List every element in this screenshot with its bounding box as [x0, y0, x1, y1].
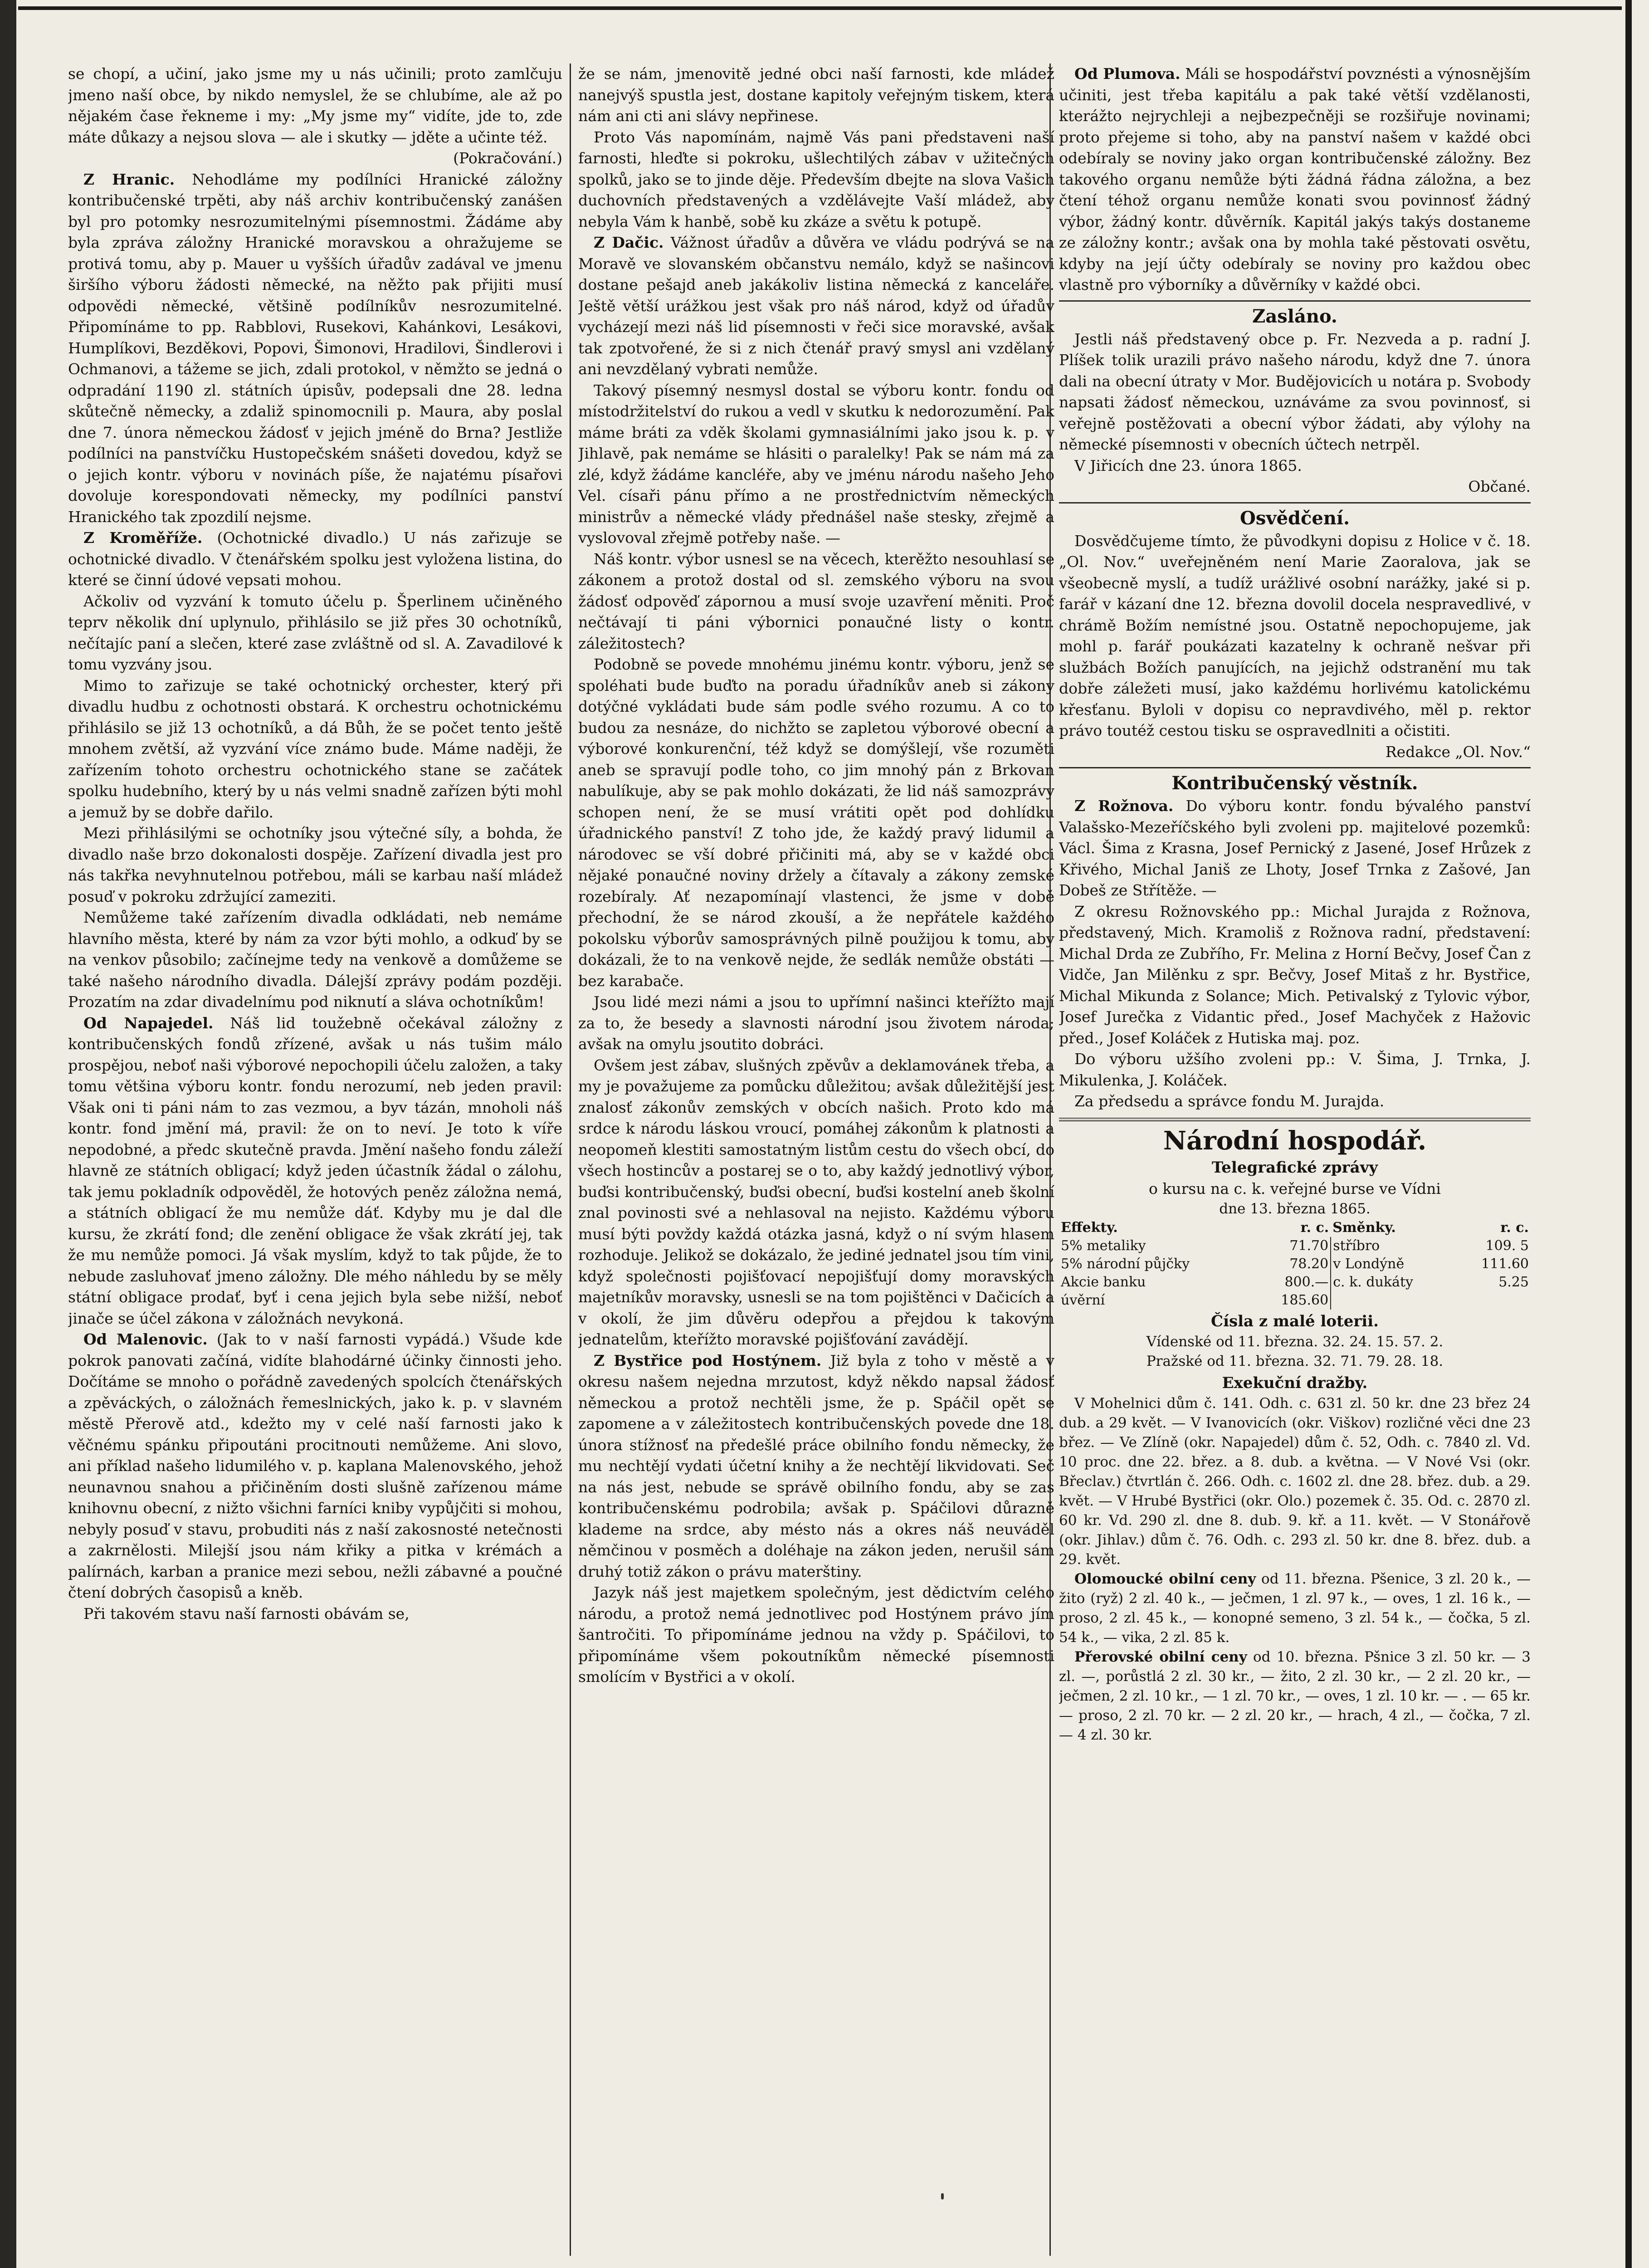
article-lead: Od Malenovic. — [83, 1330, 208, 1348]
grain-prices-olomouc — [1059, 1569, 1531, 1647]
print-mark — [941, 2193, 944, 2200]
section-title-osvedceni: Osvědčení. — [1239, 507, 1350, 529]
article-kromeriz — [68, 528, 562, 591]
smenka-name: v Londýně — [1331, 1255, 1455, 1273]
article-continuation: se chopí, a učiní, jako jsme my u nás učinili; proto zamlčuju jmeno naší obce, by nikdo nemyslel, že se chlubíme, ale až po nějakém čase řekneme i my: „My jsme my“ vidíte, jde to, zde máte důkazy a nejsou slova — ale i skutky — jděte a učinte též. (Pokračování.) — [68, 64, 562, 148]
lottery-prague: Pražské od 11. března. 32. 71. 79. 28. 18. — [1146, 1353, 1444, 1369]
smenka-value: 109. 5 — [1485, 1238, 1529, 1254]
paragraph: Do výboru užšího zvoleni pp.: V. Šima, J. Trnka, J. Mikulenka, J. Koláček. — [1059, 1050, 1531, 1089]
article-lead: Z Dačic. — [594, 234, 664, 251]
article-text: (Jak to v naší farnosti vypádá.) Všude kde pokrok panovati začíná, vidíte blahodárné účinky činnosti jeho. Dočítáme se mnoho o pořádně zavedených spolcích čtenářských a zpěváckých, o záložnách řemeslnických, jako k. p. v slavném městě Přerově atd., kdežto my v celé naší farnosti jako k věčnému spánku připoutáni procitnouti nemůžeme. Ani slovo, ani příklad našeho lidumilého v. p. kaplana Malenovského, jehož neunavnou snahou a přičiněním dosti slušně zařízenou máme knihovnu obecní, z nižto všichni farníci kniby vypůjčiti si mohou, nebyly posuď v stavu, probuditi nás z naší zakosnosté netečnosti a zakrnělosti. Milejší jsou nám křiky a pitka v krémách a palírnách, karban a pranice mezi sebou, nežli zábavné a poučné čtení dobrých časopisů a kněb. — [68, 1330, 562, 1601]
article-lead: Od Napajedel. — [83, 1014, 214, 1032]
article-lead: Olomoucké obilní ceny — [1074, 1571, 1256, 1587]
article-text: Do výboru kontr. fondu bývalého panství Valašsko-Mezeříčského byli zvoleni pp. majitelové pozemků: Václ. Šima z Krasna, Josef Pernický z Jasené, Josef Hrůzek z Křivého, Michal Janiš ze Lhoty, Josef Trnka z Zašové, Jan Dobeš ze Střítěže. — — [1059, 797, 1531, 899]
article-text: Máli se hospodářství povznésti a výnosnějším učiniti, jest třeba kapitálu a pak také větší vzdělanosti, kterážto nejrychleji a nejbezpečněji se rozšiřuje novinami; proto přejeme si toho, aby na panství našem v každé obci odebíraly se noviny jako organ kontribučenské záložny. Bez takového organu nemůže býti žádná řádna záložna, a bez čtení téhož organu nemůže konati svou povinnosť žádný výbor, žádný kontr. důvěrník. Kapitál jakýs takýs dostaneme ze záložny kontr.; avšak ona by mohla také pěstovati osvětu, kdyby na její účty odebíraly se noviny pro každou obec vlastně pro výborníky a důvěrníky v každé obci. — [1059, 65, 1531, 293]
effekty-header: Effekty. — [1061, 1220, 1118, 1236]
paragraph: Náš kontr. výbor usnesl se na věcech, kterěžto nesouhlasí se zákonem a protož dostal od sl. zemského výboru na svou žádosť odpověď zápornou a musí svoje uzavření měniti. Proč nečtávají ti páni výbornici ponaučné listy o kontr. záležitostech? — [578, 550, 1054, 652]
article-malenovice — [68, 1329, 562, 1603]
effekt-name: 5% národní půjčky — [1061, 1256, 1190, 1272]
article-roznov — [1059, 796, 1531, 901]
smenka-name: stříbro — [1331, 1237, 1455, 1255]
continued-note: (Pokračování.) — [453, 149, 562, 167]
effekty-unit: r. c. — [1300, 1220, 1329, 1236]
effekt-value: 800.— — [1284, 1274, 1329, 1290]
article-lead: Z Rožnova. — [1074, 797, 1174, 815]
article-napajedla — [68, 1013, 562, 1330]
smenky-unit: r. c. — [1500, 1220, 1529, 1236]
auctions-text: V Mohelnici dům č. 141. Odh. c. 631 zl. 50 kr. dne 23 břez 24 dub. a 29 květ. — V Ivanovicích (okr. Viškov) rozličné věci dne 23 břez. — Ve Zlíně (okr. Napajedel) dům č. 52, Odh. c. 7840 zl. Vd. 10 proc. dne 22. břez. a 8. dub. a května. — V Nové Vsi (okr. Břeclav.) čtvrtlán č. 266. Odh. c. 1602 zl. dne 28. břez. dub. a 29. květ. — V Hrubé Bystřici (okr. Olo.) pozemek č. 35. Od. c. 2870 zl. 60 kr. Vd. 290 zl. dne 8. dub. 9. kř. a 11. květ. — V Stonářově (okr. Jihlav.) dům č. 76. Odh. c. 293 zl. 50 kr. dne 8. břez. dub. a 29. květ. — [1059, 1395, 1531, 1568]
paragraph: Ačkoliv od vyzvání k tomuto účelu p. Šperlinem učiněného teprv několik dní uplynulo, přihlásilo se již přes 30 ochotníků, nečítajíc paní a slečen, které zase zvláštně od sl. A. Zavadilové k tomu vyzvány jsou. — [68, 592, 562, 673]
article-text: od 11. března. Pšenice, 3 zl. 20 k., — žito (ryž) 2 zl. 40 k., — ječmen, 1 zl. 97 k., — oves, 1 zl. 16 k., — proso, 2 zl. 45 k., — konopné semeno, 3 zl. 54 k., — čočka, 5 zl. 54 k., — vika, 2 zl. 85 k. — [1059, 1571, 1531, 1646]
column-3 — [1059, 64, 1531, 2256]
paragraph: Takový písemný nesmysl dostal se výboru kontr. fondu od místodržitelství do rukou a vedl v skutku k nedorozumění. Pak máme bráti za vděk školami gymnasiálními jako jsou k. p. v Jihlavě, pak nemáme se hlásiti o paralelky! Pak se nám má za zlé, když žádáme kancléře, aby ve jménu národu našeho Jeho Vel. císaři pánu přímo a ne prostřednictvím německých ministrův a německé vlády přednášel naše stesky, zřejmě a vyslovoval zřejmě potřeby naše. — — [578, 381, 1054, 547]
section-title-narodni-hospodar: Národní hospodář. — [1163, 1125, 1427, 1156]
column-1 — [68, 64, 562, 2256]
article-lead: Z Bystřice pod Hostýnem. — [594, 1351, 822, 1369]
article-lead: Z Kroměříže. — [83, 529, 203, 547]
section-divider — [1059, 767, 1531, 768]
signature: Redakce „Ol. Nov.“ — [1385, 743, 1531, 761]
exchange-subtitle: o kursu na c. k. veřejné burse ve Vídni — [1149, 1179, 1441, 1198]
smenka-value: 5.25 — [1498, 1274, 1529, 1290]
article-dacice — [578, 232, 1054, 380]
article-text: (Ochotnické divadlo.) U nás zařizuje se ochotnické divadlo. V čtenářském spolku jest vyložena listina, do které se činní údové vepsati mohou. — [68, 529, 562, 589]
smenky-header: Směnky. — [1332, 1220, 1396, 1236]
paragraph: Jestli náš představený obce p. Fr. Nezveda a p. radní J. Plíšek tolik urazili právo našeho národu, když dne 7. února dali na obecní útraty v Mor. Budějovicích u notára p. Svobody napsati žádosť německou, uznáváme za svou povinnosť, si veřejně postěžovati a obecní výbor žádati, aby výlohy na německé písemnosti v obecních účtech netrpěl. — [1059, 330, 1531, 453]
effekt-value: 78.20 — [1289, 1256, 1329, 1272]
lottery-vienna: Vídenské od 11. března. 32. 24. 15. 57. 2. — [1146, 1334, 1444, 1350]
subsection-title-exekucni-drazby: Exekuční dražby. — [1222, 1374, 1368, 1392]
exchange-rates-table — [1059, 1219, 1531, 1310]
article-lead: Z Hranic. — [83, 170, 175, 188]
effekt-value: 71.70 — [1289, 1238, 1329, 1254]
effekt-name: úvěrní — [1061, 1292, 1105, 1308]
page-border-left — [0, 0, 16, 2268]
paragraph: Jsou lidé mezi námi a jsou to upřímní našinci kteřížto mají za to, že besedy a slavnosti národní jsou životem národa; avšak na omylu jsoutito dobráci. — [578, 993, 1054, 1053]
table-row — [1059, 1273, 1531, 1291]
signature: Občané. — [1468, 478, 1531, 495]
paragraph: Podobně se povede mnohému jinému kontr. výboru, jenž se spoléhati bude buďto na poradu úřadníkův aneb si zákony dotýčné vykládati bude sám podle svého rozumu. A co to budou za nesnáze, do nichžto se zapletou výborové obecní a výborové konkurenční, též když se domýšlejí, vše rozuměti aneb se spravují podle toho, co jim mnohý pán z Brkovan nabulíkuje, aby se pak mohlo dokázati, že lid náš samozprávy schopen není, že se musí vrátiti opět pod dohlídku úřadnického panství! Z toho jde, že každý pravý lidumil a národovec se vší dobré přičiniti má, aby se v každé obci nějaké ponaučné noviny držely a čítavaly a zákony zemské rozebíraly. Ať nezapomínají vlastenci, že jsme v době přechodní, že se národ zkouší, a že nepřátele každého pokolsku výborův samosprávných pilně použijou k tomu, aby dokázali, že to na venkově nejde, že sedlák nemůže obstáti — bez karabače. — [578, 655, 1054, 990]
article-text: Náš lid toužebně očekával záložny z kontribučenských fondů zřízené, avšak u nás tušim málo prospějou, neboť naši výborové nepochopili účelu založen, a taky tomu většina výboru kontr. fondu nerozumí, neb jeden pravil: Však oni ti páni nám to zas vezmou, a byv tázán, mnoholi náš kontr. fond jmění má, pravil: že on to neví. Je toto k víře nepodobné, a předc skutečně pravda. Jmění našeho fondu záleží hlavně ze státních obligací; když jeden účastník žádal o zálohu, tak jemu pokladník odpověděl, že hotových peněz záložna nemá, a státních obligací že mu nemůže dáť. Kdyby mu je dal dle kursu, že zkrátí fond; dle zenění obligace že však zkrátí jej, tak že mu nemůže pomoci. Já však myslím, když to tak půjde, že to nebude zasluhovať jmeno záložny. Dle mého náhledu by se měly státní obligace prodať, byť i cena jejich byla sebe nižší, neboť jinače se účel zákona v záložnách nevykoná. — [68, 1014, 562, 1327]
paragraph: Jazyk náš jest majetkem společným, jest dědictvím celého národu, a protož nemá jednotlivec pod Hostýnem právo jím šantročiti. To připomínáme jednou na vždy p. Spáčilovi, to připomínáme všem pokoutníkům německé písemnosti smolícím v Bystřici a v okolí. — [578, 1584, 1054, 1686]
paragraph: Proto Vás napomínám, najmě Vás pani představeni naší farnosti, hleďte si pokroku, ušlechtilých zábav v užitečných spolků, jako se to jinde děje. Především dbejte na slova Vašich duchovních představených a vzdělávejte Vaší mládež, aby nebyla Vám k hanbě, sobě ku zkáze a světu k potupě. — [578, 128, 1054, 230]
article-lead: Od Plumova. — [1074, 65, 1181, 83]
section-title-kontribucensky-vestnik: Kontribučenský věstník. — [1171, 772, 1418, 794]
paragraph: že se nám, jmenovitě jedné obci naší farnosti, kde mládež nanejvýš spustla jest, dostane kapitoly veřejným tiskem, která nám ani cti ani slávy nepřinese. — [578, 65, 1054, 125]
page-border-top — [18, 6, 1622, 10]
column-2 — [578, 64, 1054, 2256]
grain-prices-prerov — [1059, 1647, 1531, 1745]
article-text: Již byla z toho v městě a v okresu našem nejedna mrzutost, když někdo napsal žádosť německou a protož nechtěli jsme, že p. Spáčil opět se zapomene a v záležitostech kontribučenských povede dne 18. února stížnosť na předešlé práce obilního fondu německy, že mu nechtějí vydati účetní knihy a že nechtějí likvidovati. Seč na nás jest, nebude se správě obilního fondu, aby se zas kontribučenskému podrobila; avšak p. Spáčilovi důrazně klademe na srdce, aby mésto nás a okres náš neuváděl němčinou v posměch a doléhaje na zákon jeden, nerušil sám druhý totiž zákon o právu materštiny. — [578, 1351, 1054, 1580]
column-rule-1 — [570, 64, 571, 2256]
article-hranic — [68, 169, 562, 528]
paragraph: Nemůžeme také zařízením divadla odkládati, neb nemáme hlavního města, které by nám za vzor býti mohlo, a odkuď by se na venkov působilo; začínejme tedy na venkově a domůžeme se také našeho národního divadla. Dálejší zprávy podám později. Prozatím na zdar divadelnímu pod niknutí a sláva ochotníkům! — [68, 909, 562, 1011]
article-text: Vážnost úřadův a důvěra ve vládu podrývá se na Moravě ve slovanském občanstvu nemálo, když se našincovi dostane pešajd aneb jakákoliv listina německá z kanceláře. Ještě větší urážkou jest však pro náš národ, když od úřadův vycházejí mezi náš lid písemnosti v řeči sice moravské, avšak tak zpotvořené, že si z nich čtenář pravý smysl ani vzdělaný ani nevzdělaný vybrati nemůže. — [578, 234, 1054, 378]
dateline: V Jiřicích dne 23. února 1865. — [1074, 456, 1302, 474]
paragraph: Z okresu Rožnovského pp.: Michal Jurajda z Rožnova, představený, Mich. Kramoliš z Rožnova radní, představení: Michal Drda ze Zubřího, Fr. Melina z Horní Bečvy, Josef Čan z Vidče, Jan Milěnku z spr. Bečvy, Josef Mitaš z hr. Bystřice, Michal Mikunda z Solance; Mich. Petivalský z Tylovic výbor, Josef Jurečka z Vidantic před., Josef Machyček z Hažovic před., Josef Koláček z Hutiska maj. poz. — [1059, 902, 1531, 1047]
paragraph: Mezi přihlásilými se ochotníky jsou výtečné síly, a bohda, že divadlo naše brzo dokonalosti dospěje. Zařízení divadla jest pro nás takřka nevyhnutelnou potřebou, máli se karbau naší mládež posuď v pokroku zdržující zameziti. — [68, 824, 562, 905]
subsection-title-loterie: Čísla z malé loterii. — [1211, 1312, 1379, 1330]
smenka-name: c. k. dukáty — [1331, 1273, 1455, 1291]
section-divider — [1059, 502, 1531, 503]
article-lead: Přerovské obilní ceny — [1074, 1649, 1247, 1665]
effekt-name: 5% metaliky — [1061, 1238, 1146, 1254]
table-row — [1059, 1237, 1531, 1255]
effekt-name: Akcie banku — [1061, 1274, 1146, 1290]
section-divider-double — [1059, 1118, 1531, 1121]
article-text: od 10. března. Pšnice 3 zl. 50 kr. — 3 zl. —, porůstlá 2 zl. 30 kr., — žito, 2 zl. 30 kr., — 2 zl. 20 kr., — ječmen, 2 zl. 10 kr., — 1 zl. 70 kr., — oves, 1 zl. 10 kr. — . — 65 kr. — proso, 2 zl. 70 kr. — 2 zl. 20 kr., — hrach, 4 zl., — čočka, 7 zl. — 4 zl. 30 kr. — [1059, 1649, 1531, 1743]
paragraph: Za předsedu a správce fondu M. Jurajda. — [1074, 1092, 1385, 1110]
smenka-value: 111.60 — [1481, 1256, 1529, 1272]
subsection-title-telegraficke-zpravy: Telegrafické zprávy — [1211, 1158, 1378, 1177]
paragraph: Ovšem jest zábav, slušných zpěvův a deklamovánek třeba, a my je považujeme za pomůcku důležitou; avšak důležitější jest znalosť zákonův zemských v obcích našich. Proto kdo má srdce k národu láskou vroucí, pomáhej zákonům k platnosti a neopomeň klestiti samostatným listům cestu do všech obcí, do všech hostincův a postarej se o to, aby každý jednotlivý výbor, buďsi kontribučenský, buďsi obecní, buďsi kostelní aneb školní znal povinosti své a nehlasoval na nejisto. Každému výboru musí býti povždy každá otázka jasná, když o ní svým hlasem rozhoduje. Jelikož se dokázalo, že jediné jednatel jsou tím vini, když společnosti pojišťovací nepojišťují domy moravských majetníkův moravsky, usnesli se na tom pojištěnci v Dačicích a v okolí, že jim důvěru odepřou a přejdou k takovým jednatelům, kteřížto moravské pojišťování zavádějí. — [578, 1056, 1054, 1348]
page-border-right — [1625, 0, 1632, 2268]
table-row — [1059, 1291, 1531, 1310]
section-divider — [1059, 300, 1531, 302]
table-row — [1059, 1255, 1531, 1273]
paragraph: Mimo to zařizuje se také ochotnický orchester, který při divadlu hudbu z ochotnosti obstará. K orchestru ochotnickému přihlásilo se již 13 ochotníků, a dá Bůh, že se počet tento ještě mnohem zvětší, až vyzvání více známo bude. Máme naději, že zařízením tohoto orchestru ochotnického stane se začátek spolku hudebního, který by u nás velmi snadně zařízen býti mohl a jemuž by se dobře dařilo. — [68, 676, 562, 821]
article-plumov — [1059, 64, 1531, 296]
article-bystrice — [578, 1350, 1054, 1583]
section-title-zaslano: Zasláno. — [1252, 305, 1337, 327]
article-text: Nehodláme my podílníci Hranické záložny kontribučenské trpěti, aby náš archiv kontribučenský zanášen byl pro potomky nesrozumitelnými písemnostmi. Žádáme aby byla zpráva záložny Hranické moravskou a ohražujeme se protivá tomu, aby p. Mauer u vyšších úřadův zadával ve jmenu širšího výboru žádosti německé, na něžto pak přijiti musí odpovědi německé, většině podílníkův nesrozumitelné. Připomínáme to pp. Rabblovi, Rusekovi, Kahánkovi, Lesákovi, Humplíkovi, Bezděkovi, Popovi, Šimonovi, Hradilovi, Šindlerovi i Ochmanovi, a tážeme se jich, zdali protokol, v němžto se jedná o odpradání 1190 zl. státních úpisův, podepsali dne 28. ledna skůtečně německy, a zdaliž spinomocnili p. Maura, aby poslal dne 7. února německou žádosť v jejich jméně do Brna? Jestliže podílníci na panstvíčku Hustopečském snášeti dovedou, když se o jejich kontr. výboru v novinách píše, že najatému písařovi dovoluje korespondovati německy, my podílníci panství Hranického tak zpozdilí nejsme. — [68, 170, 562, 526]
effekt-value: 185.60 — [1281, 1292, 1329, 1308]
exchange-date: dne 13. března 1865. — [1219, 1201, 1371, 1217]
paragraph: Dosvědčujeme tímto, že původkyni dopisu z Holice v č. 18. „Ol. Nov.“ uveřejněném není Marie Zaoralova, jak se všeobecně myslí, a tudíž urážlivé osobní narážky, jaké si p. farář v kázaní dne 12. března dovolil docela nespravedlivé, v chrámě Božím nemístné jsou. Ostatně nepochopujeme, jak mohl p. farář poukázati kazatelny k ochraně nešvar při službách Božích panujících, na jejichž odstranění mu tak dobře záležeti musí, jako každému horlivému katolickému křesťanu. Byloli v dopisu co nepravdivého, měl p. rektor právo toutéž cestou tisku se ospravedlniti a očistiti. — [1059, 532, 1531, 739]
paragraph: Při takovém stavu naší farnosti obávám se, — [83, 1604, 410, 1623]
